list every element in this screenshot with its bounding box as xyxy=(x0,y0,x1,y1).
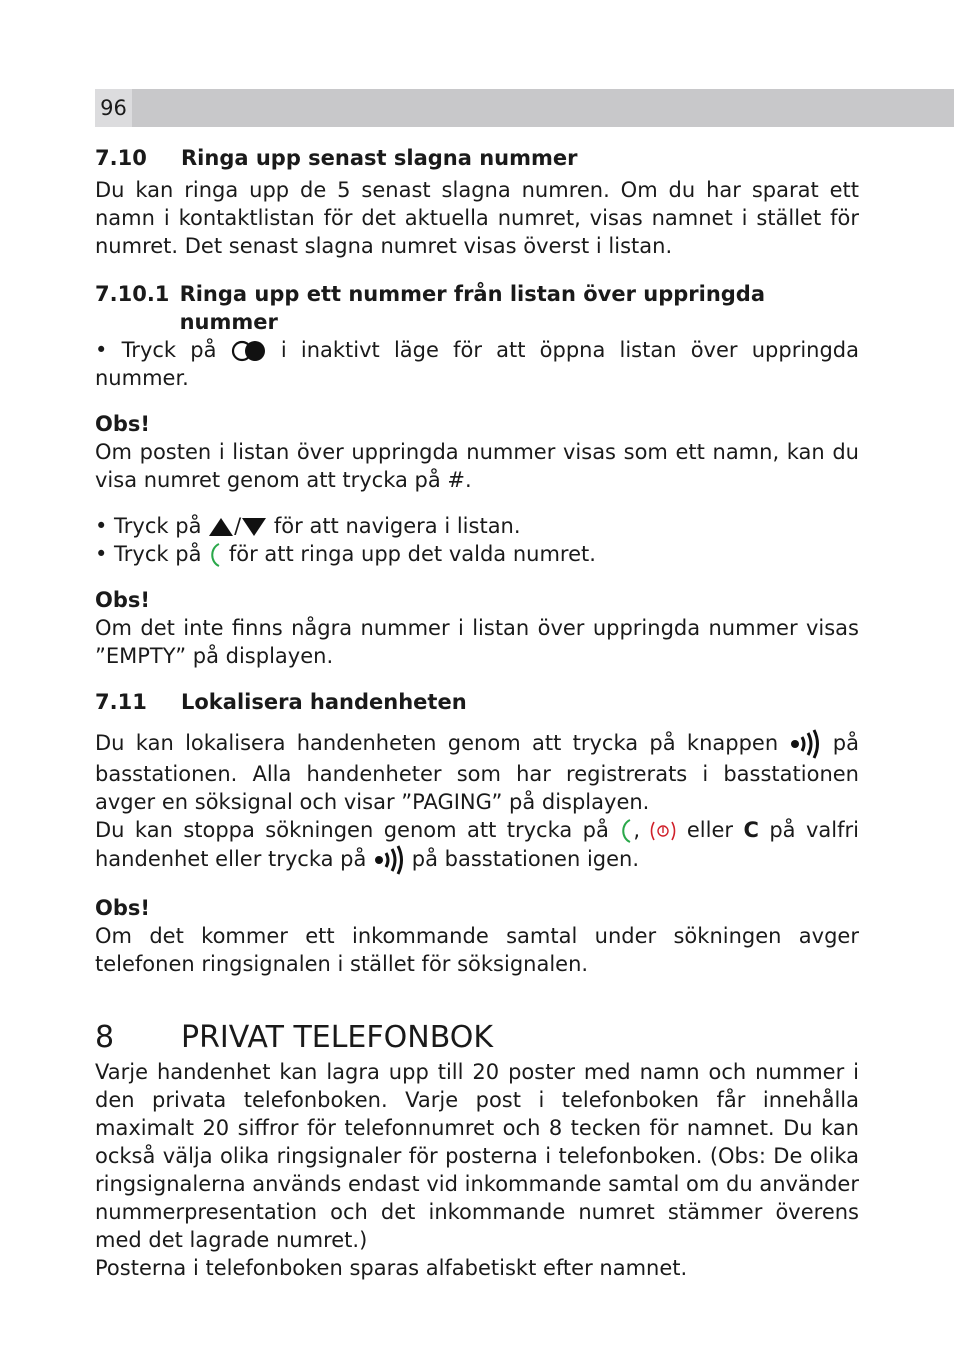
obs-label: Obs! xyxy=(95,588,150,612)
chapter-title: PRIVAT TELEFONBOK xyxy=(181,1020,494,1055)
section-number: 7.11 xyxy=(95,690,147,714)
page-content xyxy=(95,144,859,1282)
chapter-8-heading xyxy=(95,1018,859,1058)
obs-label: Obs! xyxy=(95,896,150,920)
paging-icon xyxy=(789,728,821,760)
section-7-10-1-heading xyxy=(95,280,859,336)
obs-text: Om posten i listan över uppringda nummer visas som ett namn, kan du visa numret genom att trycka på #. xyxy=(95,440,859,492)
redial-icon xyxy=(231,340,267,362)
section-7-11-body-2: Du kan stoppa sökningen genom att trycka på , eller C på valfri handenhet eller trycka på på basstationen igen. xyxy=(95,816,859,876)
obs-text: Om det inte finns några nummer i listan över uppringda nummer visas ”EMPTY” på displayen. xyxy=(95,616,859,668)
section-number: 7.10.1 xyxy=(95,282,170,306)
up-arrow-icon xyxy=(208,517,234,537)
section-title: Ringa upp senast slagna nummer xyxy=(181,146,578,170)
chapter-8-body-1: Varje handenhet kan lagra upp till 20 poster med namn och nummer i den privata telefonboken. Varje post i telefonboken får innehålla maximalt 20 siffror för telefonnumret och 8 tecken för namnet. Du kan också välja olika ringsignaler för posterna i telefonboken. (Obs: De olika ringsignalerna används endast vid inkommande samtal om du använder nummerpresentation och det inkommande numret stämmer överens med det lagrade numret.) xyxy=(95,1060,859,1252)
bullet-call-selected: • Tryck på för att ringa upp det valda numret. xyxy=(95,542,596,566)
section-7-10-body: Du kan ringa upp de 5 senast slagna numren. Om du har sparat ett namn i kontaktlistan för det aktuella numret, visas namnet i stället för numret. Det senast slagna numret visas överst i listan. xyxy=(95,178,859,258)
c-key-icon: C xyxy=(743,818,759,842)
call-icon xyxy=(619,818,633,844)
section-title: Lokalisera handenheten xyxy=(181,690,467,714)
down-arrow-icon xyxy=(241,517,267,537)
obs-label: Obs! xyxy=(95,412,150,436)
bullet-open-redial-list: • Tryck på i inaktivt läge för att öppna listan över uppringda nummer. xyxy=(95,338,859,390)
chapter-8-body-2: Posterna i telefonboken sparas alfabetiskt efter namnet. xyxy=(95,1256,688,1280)
section-number: 7.10 xyxy=(95,146,147,170)
section-7-10-heading xyxy=(95,144,859,172)
obs-text: Om det kommer ett inkommande samtal under sökningen avger telefonen ringsignalen i stället för söksignalen. xyxy=(95,924,859,976)
end-call-icon xyxy=(650,818,676,844)
call-icon xyxy=(208,542,222,568)
section-7-11-heading xyxy=(95,688,859,716)
section-title: Ringa upp ett nummer från listan över uppringda nummer xyxy=(179,282,765,334)
chapter-number: 8 xyxy=(95,1020,115,1055)
section-7-11-body-1: Du kan lokalisera handenheten genom att trycka på knappen på basstationen. Alla handenheter som har registrerats i basstationen avger en söksignal och visar ”PAGING” på displayen. xyxy=(95,728,859,816)
bullet-navigate: • Tryck på / för att navigera i listan. xyxy=(95,514,521,538)
paging-icon xyxy=(373,844,405,876)
page-number: 96 xyxy=(95,89,132,127)
header-bar xyxy=(95,89,954,127)
